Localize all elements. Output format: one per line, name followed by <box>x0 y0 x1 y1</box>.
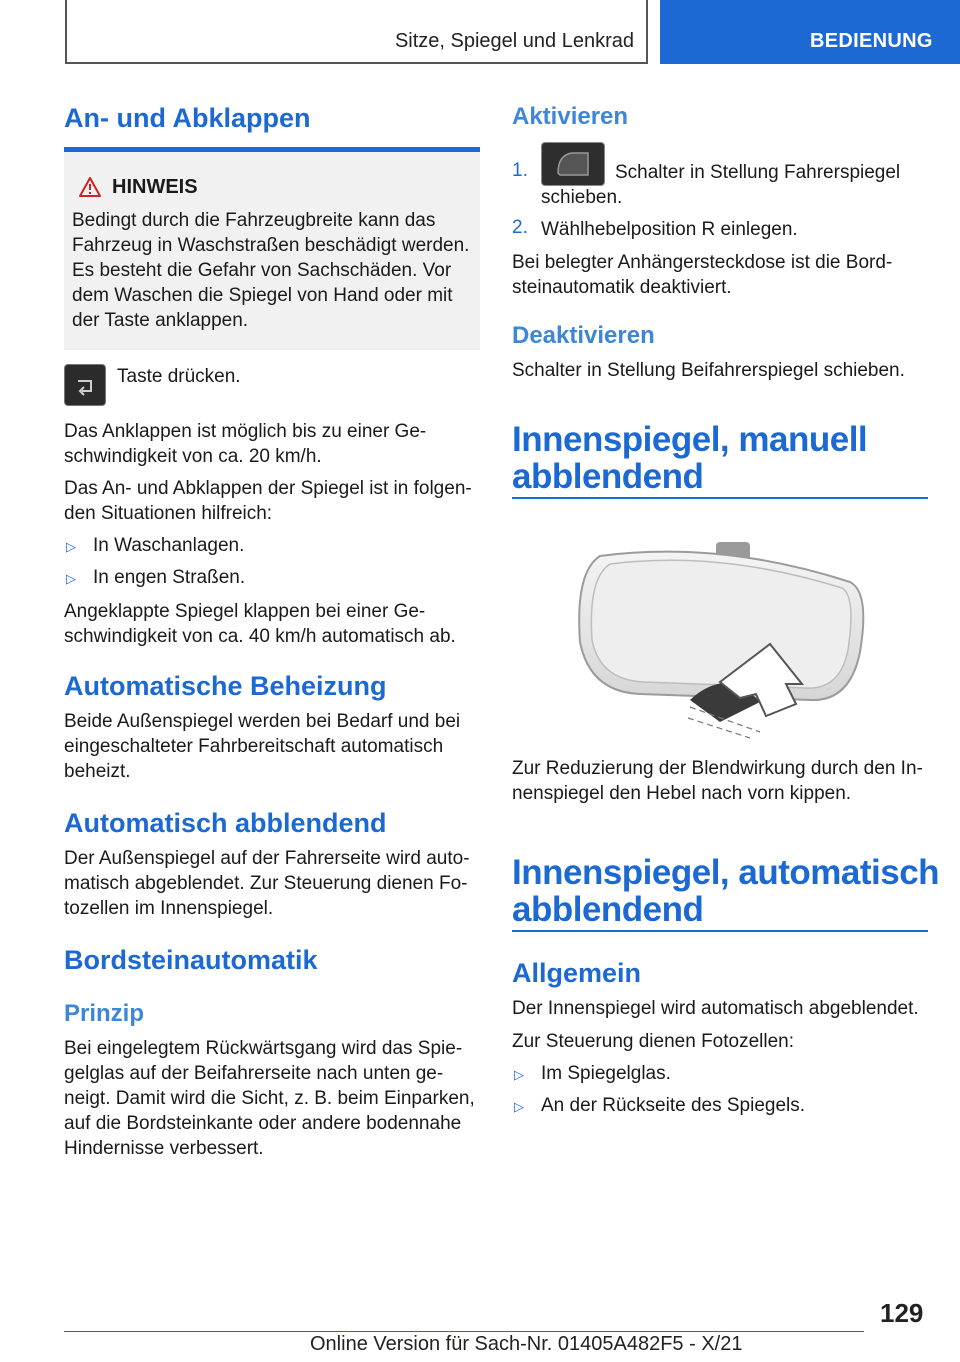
paragraph: nenspiegel den Hebel nach vorn kippen. <box>512 783 852 804</box>
paragraph: tozellen im Innenspiegel. <box>64 898 274 919</box>
step-text: Schalter in Stellung Fahrerspiegel <box>615 162 901 183</box>
paragraph: Der Innenspiegel wird automatisch abgeblendet. <box>512 998 919 1019</box>
paragraph: auf die Bordsteinkante oder andere bodennahe <box>64 1113 462 1134</box>
paragraph: Beide Außenspiegel werden bei Bedarf und bei <box>64 711 461 732</box>
notice-line: Bedingt durch die Fahrzeugbreite kann das <box>72 210 436 231</box>
notice-box <box>64 147 480 350</box>
list-item: Im Spiegelglas. <box>541 1063 671 1084</box>
bullet-triangle-icon: ▷ <box>514 1099 524 1114</box>
bullet-triangle-icon: ▷ <box>66 571 76 586</box>
bullet-triangle-icon: ▷ <box>514 1067 524 1082</box>
paragraph: Der Außenspiegel auf der Fahrerseite wird auto- <box>64 848 470 869</box>
paragraph: Schalter in Stellung Beifahrerspiegel schieben. <box>512 360 905 381</box>
chapter-tab[interactable]: BEDIENUNG <box>660 0 960 64</box>
paragraph: neigt. Damit wird die Sicht, z. B. beim Einparken, <box>64 1088 475 1109</box>
heading-aktivieren: Aktivieren <box>512 103 629 130</box>
heading-an-abklappen: An- und Abklappen <box>64 103 311 133</box>
notice-line: der Taste anklappen. <box>72 310 249 331</box>
paragraph: Das Anklappen ist möglich bis zu einer Ge- <box>64 421 427 442</box>
list-item: In Waschanlagen. <box>93 535 245 556</box>
heading-innenspiegel-manuell <box>512 421 867 495</box>
section-title: Sitze, Spiegel und Lenkrad <box>394 30 634 52</box>
paragraph: Zur Steuerung dienen Fotozellen: <box>512 1031 795 1052</box>
paragraph: beheizt. <box>64 761 131 782</box>
step-number: 2. <box>512 217 528 238</box>
paragraph: gelglas auf der Beifahrerseite nach unten ge- <box>64 1063 444 1084</box>
step-text: Wählhebelposition R einlegen. <box>541 219 798 240</box>
heading-line: abblendend <box>512 457 704 496</box>
heading-deaktivieren: Deaktivieren <box>512 322 655 349</box>
notice-line: Es besteht die Gefahr von Sachschäden. Vor <box>72 260 452 281</box>
paragraph: den Situationen hilfreich: <box>64 503 273 524</box>
paragraph: Bei eingelegtem Rückwärtsgang wird das Spie- <box>64 1038 463 1059</box>
paragraph: Hindernisse verbessert. <box>64 1138 264 1159</box>
paragraph: steinautomatik deaktiviert. <box>512 277 732 298</box>
heading-abblendend: Automatisch abblendend <box>64 808 387 838</box>
heading-allgemein: Allgemein <box>512 958 642 988</box>
paragraph: Das An- und Abklappen der Spiegel ist in folgen- <box>64 478 472 499</box>
heading-line: abblendend <box>512 890 704 929</box>
paragraph: schwindigkeit von ca. 40 km/h automatisch ab. <box>64 626 456 647</box>
paragraph: Angeklappte Spiegel klappen bei einer Ge- <box>64 601 426 622</box>
heading-bordsteinautomatik: Bordsteinautomatik <box>64 945 318 975</box>
paragraph: eingeschalteter Fahrbereitschaft automatisch <box>64 736 444 757</box>
warning-icon <box>78 176 102 198</box>
heading-rule <box>512 497 928 499</box>
taste-text: Taste drücken. <box>117 366 241 387</box>
rearview-mirror-illustration <box>570 532 870 747</box>
page-number: 129 <box>880 1298 924 1328</box>
paragraph: matisch abgeblendet. Zur Steuerung dienen Fo- <box>64 873 468 894</box>
paragraph: schwindigkeit von ca. 20 km/h. <box>64 446 322 467</box>
footer-rule <box>64 1331 864 1332</box>
header-frame <box>65 0 648 64</box>
list-item: An der Rückseite des Spiegels. <box>541 1095 806 1116</box>
fold-mirror-button-icon <box>64 364 106 406</box>
list-item: In engen Straßen. <box>93 567 246 588</box>
heading-line: Innenspiegel, manuell <box>512 420 868 459</box>
notice-line: dem Waschen die Spiegel von Hand oder mit <box>72 285 453 306</box>
step-number: 1. <box>512 160 528 181</box>
heading-innenspiegel-automatisch <box>512 854 939 928</box>
paragraph: Zur Reduzierung der Blendwirkung durch den In- <box>512 758 923 779</box>
notice-line: Fahrzeug in Waschstraßen beschädigt werden. <box>72 235 470 256</box>
heading-rule <box>512 930 928 932</box>
step-text: schieben. <box>541 187 623 208</box>
heading-prinzip: Prinzip <box>64 1000 145 1027</box>
notice-label: HINWEIS <box>112 176 198 198</box>
footer-online-version: Online Version für Sach-Nr. 01405A482F5 - X/21 <box>310 1333 743 1355</box>
mirror-switch-icon <box>541 142 605 186</box>
paragraph: Bei belegter Anhängersteckdose ist die Bord- <box>512 252 893 273</box>
bullet-triangle-icon: ▷ <box>66 539 76 554</box>
heading-line: Innenspiegel, automatisch <box>512 853 940 892</box>
heading-beheizung: Automatische Beheizung <box>64 671 387 701</box>
